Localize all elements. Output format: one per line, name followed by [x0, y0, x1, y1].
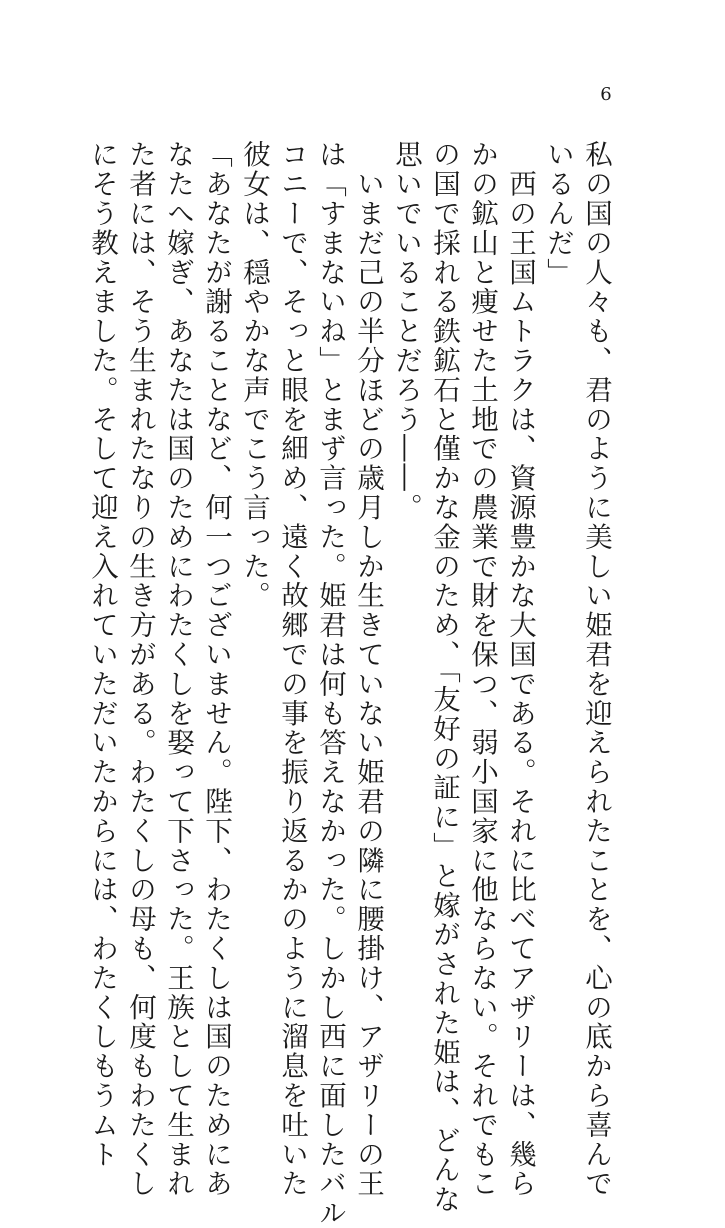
text-line: 思いでいることだろう――。 — [390, 140, 422, 523]
text-line: いるんだ」 — [542, 140, 574, 287]
text-line: いまだ己の半分ほどの歳月しか生きていない姫君の隣に腰掛け、アザリーの王 — [352, 140, 384, 1199]
text-line: なたへ嫁ぎ、あなたは国のためにわたくしを娶って下さった。王族として生まれ — [162, 140, 194, 1199]
text-line: にそう教えました。そして迎え入れていただいたからには、わたくしもうムト — [86, 140, 118, 1169]
text-line: た者には、そう生まれたなりの生き方がある。わたくしの母も、何度もわたくし — [124, 140, 156, 1199]
text-line: は「すまないね」とまず言った。姫君は何も答えなかった。しかし西に面したバル — [314, 140, 346, 1228]
text-line: 「あなたが謝ることなど、何一つございません。陛下、わたくしは国のためにあ — [200, 140, 232, 1199]
text-line: の国で採れる鉄鉱石と僅かな金のため、「友好の証に」と嫁がされた姫は、どんな — [428, 140, 460, 1215]
text-line: 西の王国ムトラクは、資源豊かな大国である。それに比べてアザリーは、幾ら — [504, 140, 536, 1199]
text-line: かの鉱山と痩せた土地での農業で財を保つ、弱小国家に他ならない。それでもこ — [466, 140, 498, 1199]
page-number: 6 — [600, 84, 612, 105]
text-line: 私の国の人々も、君のように美しい姫君を迎えられたことを、心の底から喜んで — [580, 140, 612, 1199]
text-line: コニーで、そっと眼を細め、遠く故郷での事を振り返るかのように溜息を吐いた — [276, 140, 308, 1199]
text-line: 彼女は、穏やかな声でこう言った。 — [238, 140, 270, 611]
